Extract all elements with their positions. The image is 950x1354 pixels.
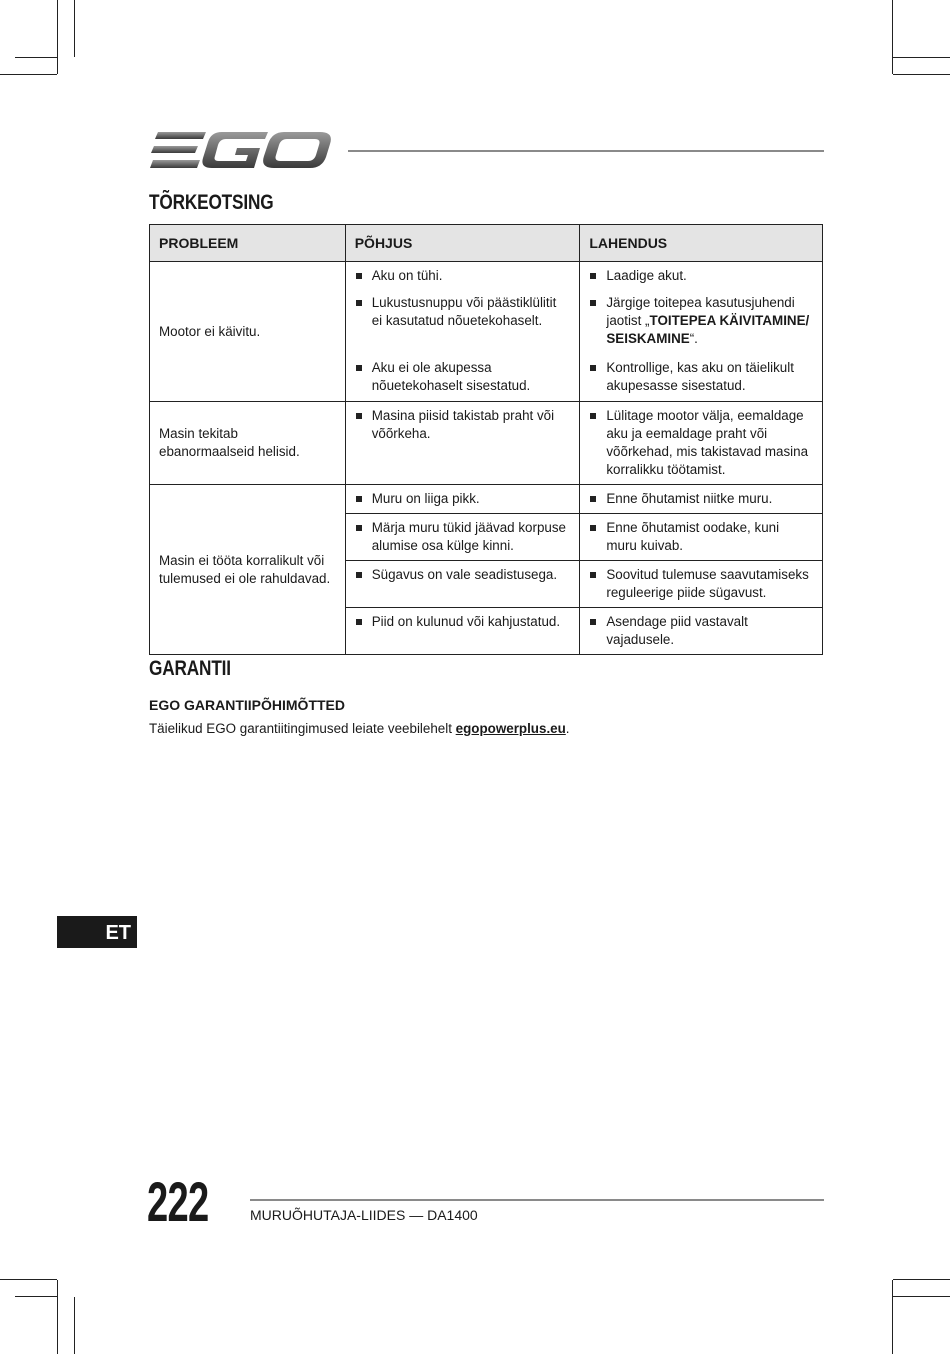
bullet-icon — [590, 572, 596, 578]
bullet-icon — [590, 525, 596, 531]
warranty-text: Täielikud EGO garantiitingimused leiate veebilehelt egopowerplus.eu. — [149, 721, 570, 736]
header-cause: PÕHJUS — [345, 225, 580, 262]
footer-title: MURUÕHUTAJA-LIIDES — DA1400 — [250, 1207, 478, 1223]
solution-cell: Asendage piid vastavalt vajadusele. — [580, 608, 823, 655]
crop-mark — [74, 0, 75, 57]
crop-mark — [893, 1296, 950, 1297]
bullet-icon — [356, 496, 362, 502]
section-title-troubleshooting: TÕRKEOTSING — [149, 191, 274, 214]
bullet-icon — [356, 619, 362, 625]
crop-mark — [57, 0, 58, 74]
table-header-row — [150, 225, 823, 262]
crop-mark — [893, 1279, 950, 1280]
bullet-icon — [356, 572, 362, 578]
bullet-icon — [356, 300, 362, 306]
problem-cell: Masin tekitab ebanormaalseid helisid. — [150, 402, 346, 485]
ego-logo — [150, 128, 332, 172]
crop-mark — [15, 57, 57, 58]
header-rule — [348, 150, 824, 152]
warranty-subtitle: EGO GARANTIIPÕHIMÕTTED — [149, 697, 345, 713]
table-row — [150, 485, 823, 514]
solution-cell: Laadige akut. — [580, 262, 823, 290]
table-row — [150, 402, 823, 485]
crop-mark — [57, 1280, 58, 1354]
bullet-icon — [590, 413, 596, 419]
header-problem: PROBLEEM — [150, 225, 346, 262]
solution-cell: Lülitage mootor välja, eemaldage aku ja eemaldage praht või võõrkehad, mis takistavad masina korralikku töötamist. — [580, 402, 823, 485]
crop-mark — [15, 1296, 57, 1297]
problem-cell: Masin ei tööta korralikult või tulemused ei ole rahuldavad. — [150, 485, 346, 655]
bullet-icon — [590, 619, 596, 625]
warranty-link[interactable]: egopowerplus.eu — [455, 721, 566, 736]
cause-cell: Muru on liiga pikk. — [345, 485, 580, 514]
cause-cell: Masina piisid takistab praht või võõrkeha. — [345, 402, 580, 485]
section-title-warranty: GARANTII — [149, 657, 231, 680]
bullet-icon — [590, 300, 596, 306]
crop-mark — [0, 1279, 57, 1280]
crop-mark — [74, 1297, 75, 1354]
problem-cell: Mootor ei käivitu. — [150, 262, 346, 402]
footer-rule — [250, 1199, 824, 1201]
bullet-icon — [590, 365, 596, 371]
page-number: 222 — [147, 1170, 209, 1233]
cause-cell: Märja muru tükid jäävad korpuse alumise osa külge kinni. — [345, 514, 580, 561]
bullet-icon — [356, 525, 362, 531]
solution-cell: Järgige toitepea kasutusjuhendi jaotist „TOITEPEA KÄIVITAMINE/ SEISKAMINE“. — [580, 289, 823, 353]
bullet-icon — [356, 273, 362, 279]
cause-cell: Lukustusnuppu või päästiklülitit ei kasutatud nõuetekohaselt. — [345, 289, 580, 353]
cause-cell: Aku ei ole akupessa nõuetekohaselt sisestatud. — [345, 353, 580, 401]
cause-cell: Aku on tühi. — [345, 262, 580, 290]
bullet-icon — [590, 273, 596, 279]
header-solution: LAHENDUS — [580, 225, 823, 262]
cause-cell: Sügavus on vale seadistusega. — [345, 561, 580, 608]
language-tab: ET — [57, 916, 137, 948]
table-row — [150, 262, 823, 290]
solution-cell: Kontrollige, kas aku on täielikult akupesasse sisestatud. — [580, 353, 823, 401]
troubleshooting-table — [149, 224, 823, 655]
bullet-icon — [356, 365, 362, 371]
bullet-icon — [590, 496, 596, 502]
bullet-icon — [356, 413, 362, 419]
crop-mark — [893, 57, 950, 58]
crop-mark — [892, 1280, 893, 1354]
solution-cell: Enne õhutamist niitke muru. — [580, 485, 823, 514]
crop-mark — [893, 74, 950, 75]
crop-mark — [892, 0, 893, 74]
solution-cell: Enne õhutamist oodake, kuni muru kuivab. — [580, 514, 823, 561]
solution-cell: Soovitud tulemuse saavutamiseks reguleerige piide sügavust. — [580, 561, 823, 608]
cause-cell: Piid on kulunud või kahjustatud. — [345, 608, 580, 655]
crop-mark — [0, 74, 57, 75]
